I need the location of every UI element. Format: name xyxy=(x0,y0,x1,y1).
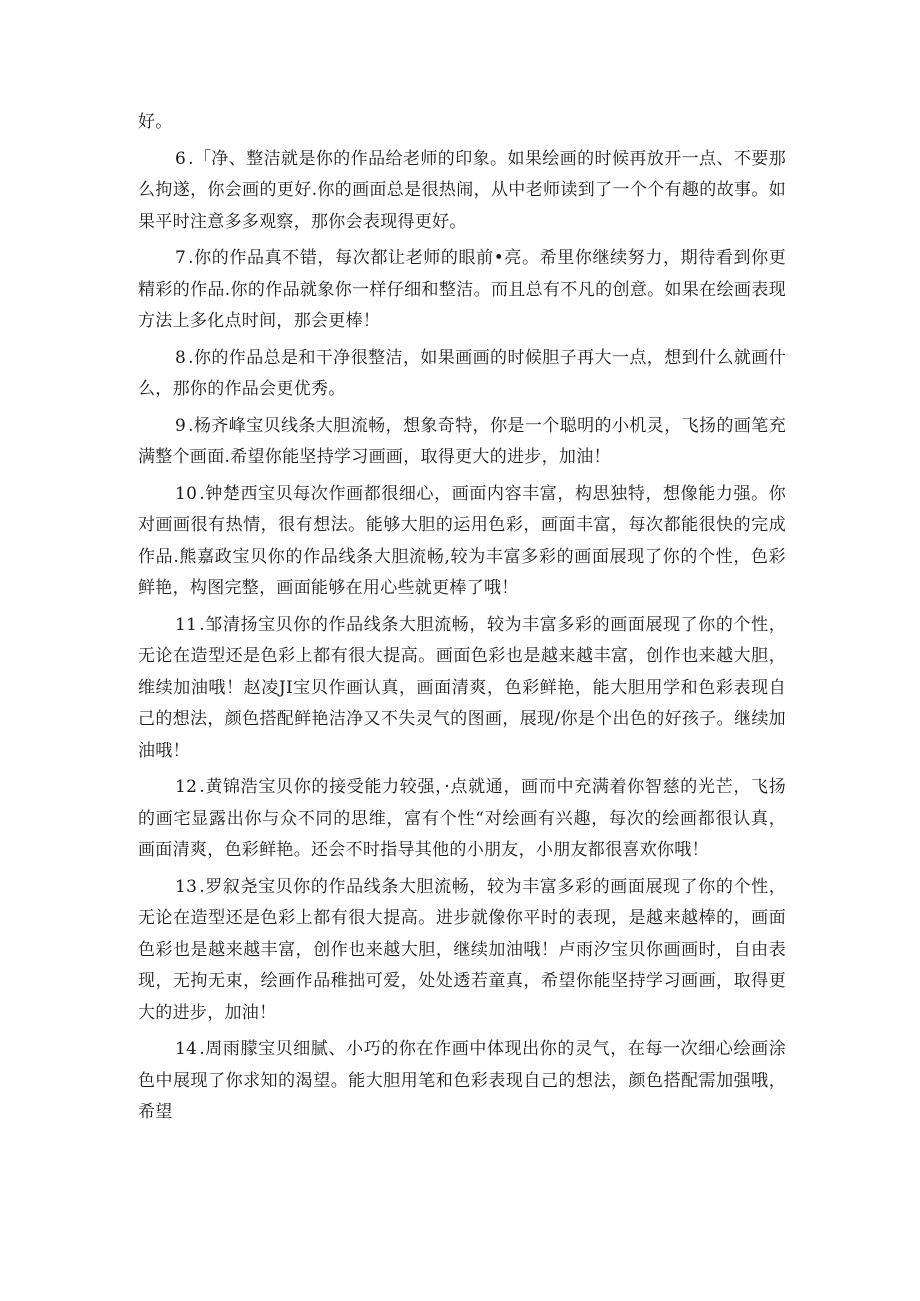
paragraph-text: .邹清扬宝贝你的作品线条大胆流畅，较为丰富多彩的画面展现了你的个性，无论在造型还是色彩上都有很大提高。画面色彩也是越来越丰富，创作也来越大胆，维续加油哦！赵凌JI宝贝作画认真，画面清爽，色彩鲜艳，能大胆用学和色彩表现自己的想法，颜色搭配鲜艳洁净又不失灵气的图画，展现/你是个出色的好孩子。继续加油哦！ xyxy=(138,614,786,761)
paragraph-text: .周雨朦宝贝细腻、小巧的你在作画中体现出你的灵气，在每一次细心绘画涂色中展现了你求知的渴望。能大胆用笔和色彩表现自己的想法，颜色搭配需加强哦，希望 xyxy=(138,1039,786,1122)
paragraph-number: 11 xyxy=(175,614,198,635)
paragraph-number: 12 xyxy=(175,777,198,797)
paragraph-text: .黄锦浩宝贝你的接受能力较强，·点就通，画而中充满着你智慈的光芒，飞扬的画宅显露出你与众不同的思维，富有个性“对绘画有兴趣，每次的绘画都很认真，画面清爽，色彩鲜艳。还会不时指导其他的小朋友，小朋友都很喜欢你哦！ xyxy=(138,777,786,860)
paragraph-item-14 xyxy=(138,1034,786,1129)
paragraph-text: .杨齐峰宝贝线条大胆流畅，想象奇特，你是一个聪明的小机灵，飞扬的画笔充满整个画面.希望你能坚持学习画画，取得更大的进步，加油！ xyxy=(138,415,786,467)
paragraph-text: .你的作品总是和干净很整洁，如果画画的时候胆子再大一点，想到什么就画什么，那你的作品会更优秀。 xyxy=(138,347,786,399)
paragraph-item-7 xyxy=(138,243,786,338)
paragraph-item-10 xyxy=(138,479,786,605)
paragraph-number: 7 xyxy=(175,248,187,268)
paragraph-item-13 xyxy=(138,872,786,1030)
paragraph-item-11 xyxy=(138,610,786,768)
paragraph-text: .罗叙尧宝贝你的作品线条大胆流畅，较为丰富多彩的画面展现了你的个性，无论在造型还是色彩上都有很大提高。进步就像你平时的表现，是越来越棒的，画面色彩也是越来越丰富，创作也来越大胆，继续加油哦！卢雨汐宝贝你画画时，自由表现，无拘无束，绘画作品稚拙可爱，处处透若童真，希望你能坚持学习画画，取得更大的进步，加油！ xyxy=(138,876,786,1023)
paragraph-item-9 xyxy=(138,411,786,474)
paragraph-item-12 xyxy=(138,772,786,867)
paragraph-text: 好。 xyxy=(138,112,173,132)
paragraph-text: .「净、整洁就是你的作品给老师的印象。如果绘画的时候再放开一点、不要那么拘遂，你会画的更好.你的画面总是很热闹，从中老师读到了一个个有趣的故事。如果平时注意多多观察，那你会表现得更好。 xyxy=(138,148,786,232)
paragraph-continuation xyxy=(138,107,786,139)
paragraph-number: 8 xyxy=(175,347,187,368)
paragraph-number: 10 xyxy=(175,483,198,504)
paragraph-item-8 xyxy=(138,343,786,406)
paragraph-item-6 xyxy=(138,144,786,239)
document-body xyxy=(138,107,786,1134)
paragraph-number: 9 xyxy=(175,415,187,436)
paragraph-text: .你的作品真不错，每次都让老师的眼前•亮。希里你继续努力，期待看到你更精彩的作品.你的作品就象你一样仔细和整洁。而且总有不凡的创意。如果在绘画表现方法上多化点时间，那会更棒！ xyxy=(138,248,786,331)
paragraph-number: 13 xyxy=(175,876,198,897)
paragraph-number: 6 xyxy=(175,148,187,169)
paragraph-number: 14 xyxy=(175,1039,198,1059)
paragraph-text: .钟楚西宝贝每次作画都很细心，画面内容丰富，构思独特，想像能力强。你对画画很有热情，很有想法。能够大胆的运用色彩，画面丰富，每次都能很快的完成作品.熊嘉政宝贝你的作品线条大胆流畅,较为丰富多彩的画面展现了你的个性，色彩鲜艳，构图完整，画面能够在用心些就更棒了哦！ xyxy=(138,483,786,598)
